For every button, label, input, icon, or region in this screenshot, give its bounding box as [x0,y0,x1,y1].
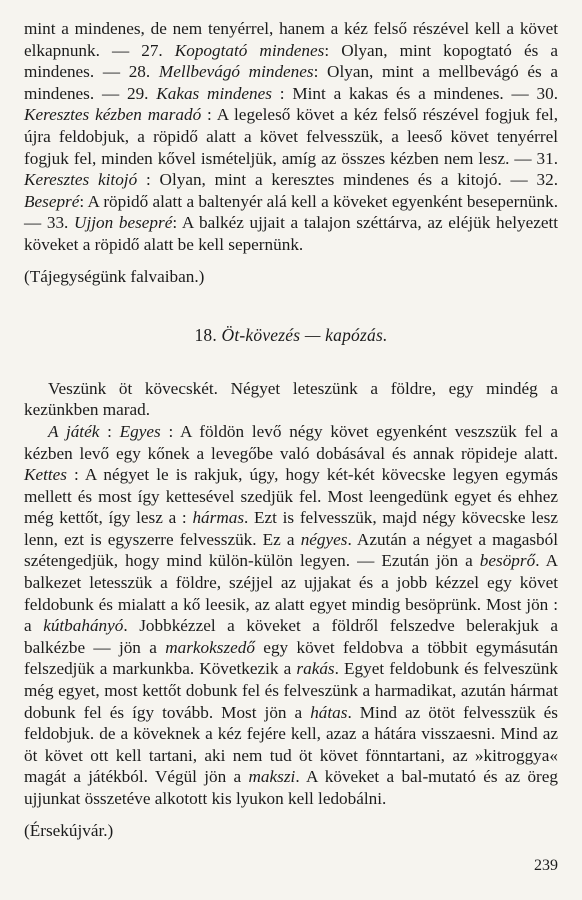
italic-run: Keresztes kitojó [24,170,138,190]
section-number: 18. [194,325,217,346]
text-run: Veszünk öt kövecskét. Négyet leteszünk a földre, egy mindég a kezünkben marad. [24,378,558,420]
text-run: mint a mindenes, de nem tenyérrel, hanem a kéz felső részével kell a követ elkapnunk. — 27. [24,19,558,60]
section-title: Öt-kövezés — kapózás. [221,325,388,346]
page-number: 239 [534,857,558,874]
paragraph-intro [24,378,558,421]
text-run: . Egyet feldobunk és felveszünk még egyet, most kettőt dobunk fel és felveszünk a harmadikat, azután hármat dobunk fel és így tovább. Most jön a [24,659,558,722]
text-run: : Olyan, mint a keresztes mindenes és a kitojó. — 32. [137,170,558,190]
source-note-2: (Érsekújvár.) [24,820,114,840]
italic-run: Keresztes kézben maradó [24,105,202,125]
text-run: : Olyan, mint a mellbevágó és a mindenes. — 29. [24,62,558,103]
text-run: : Olyan, mint kopogtató és a mindenes. — 28. [24,40,558,82]
paragraph-continuation [24,18,558,256]
italic-run: rakás [296,659,335,679]
text-run: . Azután a négyet a magasból szétengedjük, hogy mind külön-külön legyen. — Ezután jön a [24,529,558,571]
italic-run: markokszedő [165,637,255,657]
source-note-1: (Tájegységünk falvaiban.) [24,266,205,286]
italic-run: besöprő [479,551,536,571]
text-run: : A négyet le is rakjuk, úgy, hogy két-két kövecske legyen egymás mellett és most így kettesével szedjük fel. Most leengedünk egyet és ehhez még kettőt, így lesz a : [24,465,558,528]
text-run: . Mind az ötöt felvesszük és feldobjuk. de a köveknek a kéz fejére kell, azaz a hátára visszaesni. Mind az öt követ ott kell tartani, aki nem tud öt követ fönntartani, az »kitroggya« magát a játékból. Végül jön a [24,702,558,787]
text-run: : Mint a kakas és a mindenes. — 30. [271,83,558,103]
text-run: : A balkéz ujjait a talajon széttárva, az eléjük helyezett köveket a röpidő alatt be kell sepernünk. [24,213,559,254]
italic-run: négyes [300,529,348,549]
italic-run: hármas [192,508,245,528]
text-run: : [99,421,120,441]
text-run: . A balkezet letesszük a földre, széjjel az ujjakat és a jobb kézzel egy követ feldobunk és mialatt a kő leesik, az alatt egyet mindig besöprünk. Most jön : a [24,551,558,636]
italic-run: makszi [248,767,296,787]
text-run: . Jobbkézzel a köveket a földről felszedve belerakjuk a balkézbe — jön a [24,616,558,657]
italic-run: Ujjon besepré [74,213,173,233]
italic-run: A játék [48,421,100,441]
text-run: egy követ feldobva a többit egymásután felszedjük a markunkba. Következik a [24,637,558,679]
text-run: . A köveket a bal-mutató és az öreg ujjunkat összetéve alkotott kis lyukon kell ledobálni. [24,767,558,808]
section-heading [24,325,558,347]
section-body [24,378,558,841]
text-block [24,18,558,841]
italic-run: kútbahányó [43,616,124,636]
paragraph-game [24,421,558,810]
italic-run: Besepré [24,191,80,211]
text-run: : A legeleső követ a kéz felső részével fogjuk fel, újra feldobjuk, a röpidő alatt a követ felvesszük, a leeső követ tenyérrel fogjuk fel, minden kővel ismételjük, amíg az összes kézben nem lesz. — 31. [24,105,558,168]
italic-run: Kopogtató mindenes [174,40,325,60]
text-run: : A földön levő négy követ egyenként veszszük fel a kézben levő egy kőnek a levegőbe való dobásával és annak röpideje alatt. [24,421,559,463]
text-run: . Ezt is felvesszük, majd négy kövecske lesz lenn, ezt is egyszerre felvesszük. Ez a [24,508,558,549]
italic-run: Kettes [24,465,67,485]
italic-run: hátas [310,702,348,722]
text-run: : A röpidő alatt a baltenyér alá kell a köveket egyenként besepernünk. — 33. [24,191,558,233]
italic-run: Egyes [119,421,161,441]
italic-run: Mellbevágó mindenes [158,62,314,82]
italic-run: Kakas mindenes [156,83,272,103]
